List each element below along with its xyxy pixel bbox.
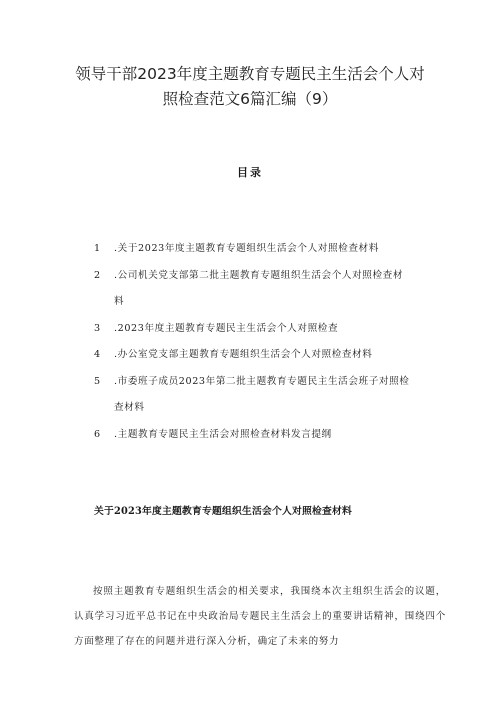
toc-heading: 目录	[237, 166, 263, 179]
toc-item-number: 3	[94, 322, 101, 334]
toc-item[interactable]	[94, 316, 444, 343]
toc-item-number: 5	[94, 375, 101, 387]
toc-item[interactable]	[94, 342, 444, 369]
toc-item-number: 6	[94, 428, 101, 440]
section-heading: 关于2023年度主题教育专题组织生活会个人对照检查材料	[94, 506, 352, 517]
toc-item-text: .公司机关党支部第二批主题教育专题组织生活会个人对照检查材	[114, 269, 404, 281]
toc-item-text: .2023年度主题教育专题民主生活会个人对照检查	[114, 322, 339, 334]
title-line-2: 照检查范文6篇汇编（9）	[162, 90, 338, 108]
toc-item-number: 4	[94, 349, 101, 360]
toc-item-text: .关于2023年度主题教育专题组织生活会个人对照检查材料	[114, 243, 379, 254]
document-title	[40, 62, 460, 112]
toc-item[interactable]	[94, 236, 444, 263]
toc-item-text: .市委班子成员2023年第二批主题教育专题民主生活会班子对照检	[114, 375, 410, 387]
table-of-contents	[94, 236, 444, 448]
toc-item-number: 2	[94, 269, 101, 281]
toc-item[interactable]	[94, 263, 444, 316]
toc-item[interactable]	[94, 369, 444, 422]
toc-item[interactable]	[94, 422, 444, 449]
toc-item-number: 1	[94, 243, 101, 254]
title-line-1: 领导干部2023年度主题教育专题民主生活会个人对	[75, 65, 425, 83]
toc-item-continuation: 料	[114, 296, 125, 307]
toc-item-text: .主题教育专题民主生活会对照检查材料发言提纲	[114, 428, 332, 440]
toc-item-continuation: 查材料	[114, 402, 145, 413]
body-paragraph: 按照主题教育专题组织生活会的相关要求，我围绕本次主组织生活会的议题，认真学习习近平总书记在中央政治局专题民主生活会上的重要讲话精神，围绕四个方面整理了存在的问题并进行深入分析，确定了未来的努力	[74, 586, 446, 647]
toc-item-text: .办公室党支部主题教育专题组织生活会个人对照检查材料	[114, 349, 373, 360]
